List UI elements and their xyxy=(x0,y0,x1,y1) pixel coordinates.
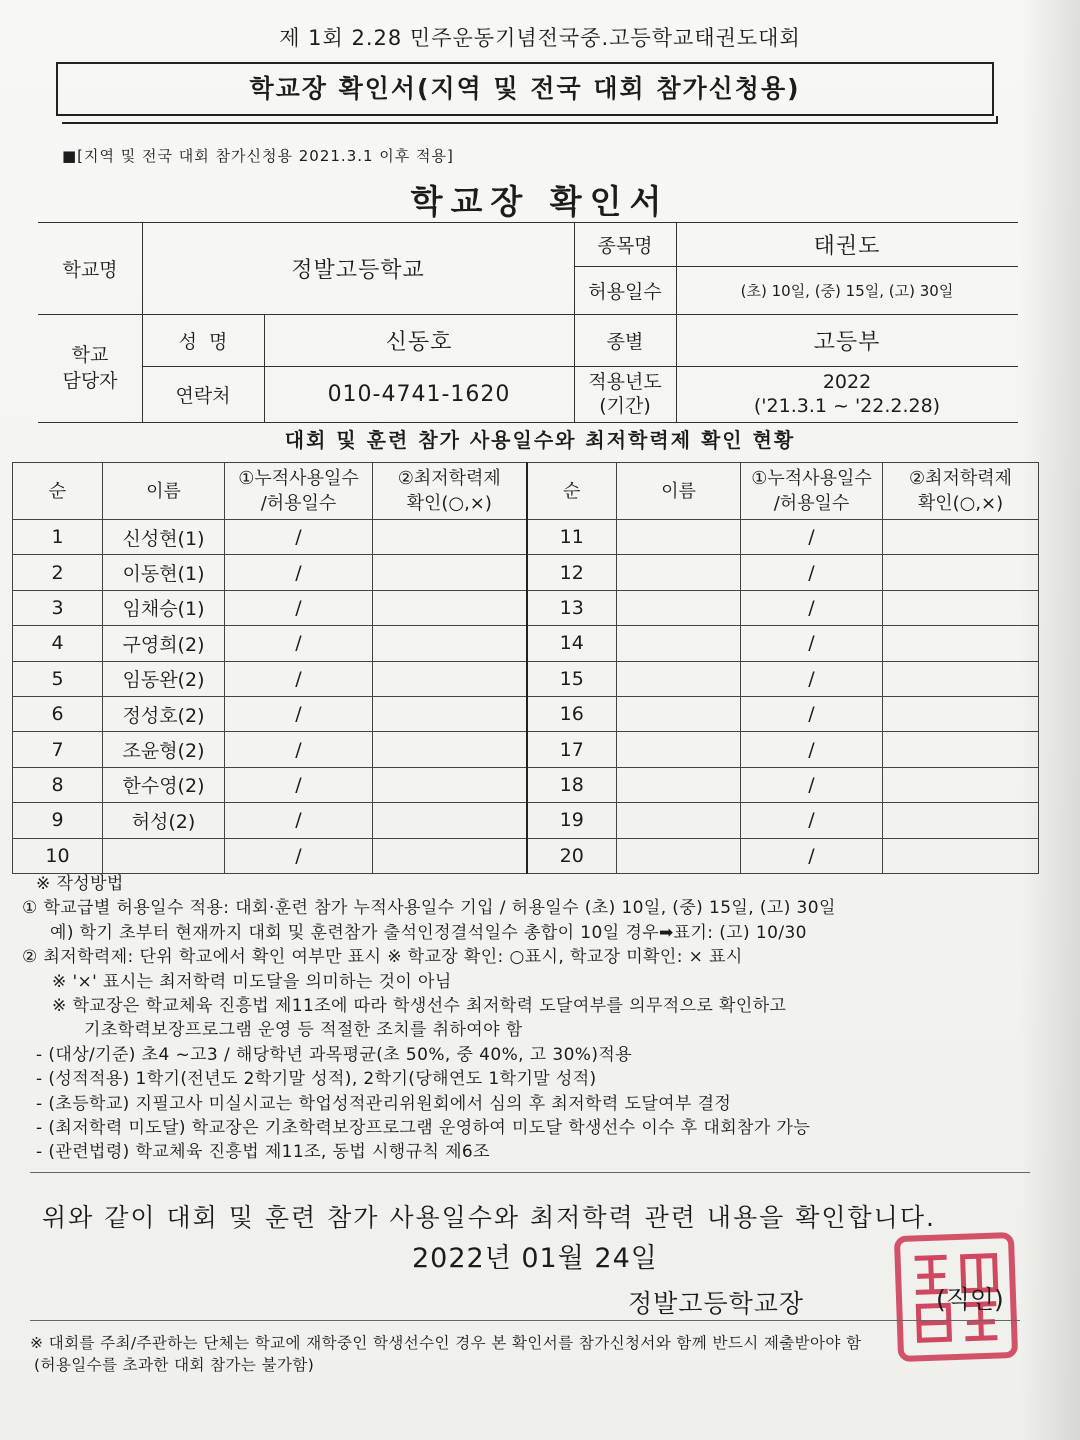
academic-check xyxy=(373,838,527,873)
table-row xyxy=(13,661,1039,696)
cumulative-days: / xyxy=(225,838,373,873)
student-name: 허성(2) xyxy=(103,803,225,838)
row-number-right: 19 xyxy=(527,803,617,838)
student-name: 임채승(1) xyxy=(103,590,225,625)
row-number: 10 xyxy=(13,838,103,873)
student-name: 이동현(1) xyxy=(103,555,225,590)
year-value: 2022 ('21.3.1 ~ '22.2.28) xyxy=(753,371,941,417)
table-row xyxy=(13,767,1039,802)
student-name-right xyxy=(617,661,741,696)
row-number: 3 xyxy=(13,590,103,625)
row-number-right: 16 xyxy=(527,696,617,731)
note-line: - (초등학교) 지필고사 미실시교는 학업성적관리위원회에서 심의 후 최저학력 도달여부 결정 xyxy=(36,1093,732,1114)
cumulative-days: / xyxy=(225,732,373,767)
cumulative-days-right: / xyxy=(741,555,883,590)
name-label: 성 명 xyxy=(178,330,228,353)
academic-check xyxy=(373,732,527,767)
academic-check-right xyxy=(883,838,1039,873)
academic-check-right xyxy=(883,803,1039,838)
student-name: 구영희(2) xyxy=(103,626,225,661)
cumulative-days-right: / xyxy=(741,520,883,555)
cumulative-days-right: / xyxy=(741,732,883,767)
division-label: 종별 xyxy=(606,330,644,353)
cumulative-days: / xyxy=(225,696,373,731)
row-number-right: 13 xyxy=(527,590,617,625)
cumulative-days-right: / xyxy=(741,696,883,731)
student-name-right xyxy=(617,767,741,802)
student-name-right xyxy=(617,696,741,731)
event-title: 제 1회 2.28 민주운동기념전국중.고등학교태권도대회 xyxy=(279,26,801,50)
table-row xyxy=(13,803,1039,838)
school-name-value: 정발고등학교 xyxy=(291,257,425,283)
academic-check xyxy=(373,696,527,731)
note-line: ② 최저학력제: 단위 학교에서 확인 여부만 표시 ※ 학교장 확인: ○표시, 학교장 미확인: × 표시 xyxy=(22,947,743,968)
seal-mark-text: (직인) xyxy=(936,1285,1004,1314)
note-line: 예) 학기 초부터 현재까지 대회 및 훈련참가 출석인정결석일수 총합이 10일 경우➡표기: (고) 10/30 xyxy=(50,922,807,943)
manager-name-value: 신동호 xyxy=(385,329,453,355)
writing-instructions xyxy=(22,872,1042,1165)
row-number: 4 xyxy=(13,626,103,661)
academic-check xyxy=(373,661,527,696)
allowed-days-label: 허용일수 xyxy=(588,280,662,303)
sport-label: 종목명 xyxy=(597,234,653,257)
student-name-right xyxy=(617,838,741,873)
title-box-shadow xyxy=(62,116,998,124)
note-line: - (최저학력 미도달) 학교장은 기초학력보장프로그램 운영하여 미도달 학생선수 이수 후 대회참가 가능 xyxy=(36,1118,811,1139)
cumulative-days-right: / xyxy=(741,626,883,661)
academic-check xyxy=(373,803,527,838)
academic-check-right xyxy=(883,555,1039,590)
student-name: 임동완(2) xyxy=(103,661,225,696)
attendance-header-row xyxy=(13,463,1039,520)
table-row xyxy=(13,732,1039,767)
student-name-right xyxy=(617,590,741,625)
academic-check xyxy=(373,555,527,590)
table-row xyxy=(13,696,1039,731)
table-row xyxy=(13,555,1039,590)
row-number-right: 18 xyxy=(527,767,617,802)
academic-check-right xyxy=(883,590,1039,625)
school-info-table xyxy=(38,222,1018,424)
applicability-note: ■[지역 및 전국 대회 참가신청용 2021.3.1 이후 적용] xyxy=(62,147,454,165)
academic-check-right xyxy=(883,661,1039,696)
cumulative-days: / xyxy=(225,520,373,555)
student-name-right xyxy=(617,803,741,838)
cumulative-days-right: / xyxy=(741,838,883,873)
confirmation-statement: 위와 같이 대회 및 훈련 참가 사용일수와 최저학력 관련 내용을 확인합니다. xyxy=(42,1203,936,1232)
row-number-right: 17 xyxy=(527,732,617,767)
division-value: 고등부 xyxy=(813,329,881,355)
sport-value: 태권도 xyxy=(813,233,881,259)
footnote-line: (허용일수를 초과한 대회 참가는 불가함) xyxy=(34,1356,315,1374)
note-line: ※ 학교장은 학교체육 진흥법 제11조에 따라 학생선수 최저학력 도달여부를 의무적으로 확인하고 xyxy=(52,996,787,1017)
allowed-days-value: (초) 10일, (중) 15일, (고) 30일 xyxy=(740,281,954,300)
student-name-right xyxy=(617,626,741,661)
table-row xyxy=(13,838,1039,873)
footnote-line: ※ 대회를 주최/주관하는 단체는 학교에 재학중인 학생선수인 경우 본 확인서를 참가신청서와 함께 반드시 제출받아야 함 xyxy=(30,1334,862,1352)
row-number-right: 14 xyxy=(527,626,617,661)
row-number-right: 12 xyxy=(527,555,617,590)
academic-check-right xyxy=(883,626,1039,661)
row-number: 8 xyxy=(13,767,103,802)
cumulative-days-right: / xyxy=(741,590,883,625)
attendance-table xyxy=(12,462,1038,866)
main-title: 학교장 확인서 xyxy=(410,182,670,221)
academic-check-right xyxy=(883,767,1039,802)
note-line: - (관련법령) 학교체육 진흥법 제11조, 동법 시행규칙 제6조 xyxy=(36,1142,490,1163)
divider xyxy=(30,1320,1020,1321)
cumulative-days: / xyxy=(225,626,373,661)
note-line: ※ '×' 표시는 최저학력 미도달을 의미하는 것이 아님 xyxy=(52,971,452,992)
academic-check-right xyxy=(883,696,1039,731)
row-number: 7 xyxy=(13,732,103,767)
student-name: 조윤형(2) xyxy=(103,732,225,767)
contact-label: 연락처 xyxy=(175,384,231,407)
academic-check-right xyxy=(883,732,1039,767)
cumulative-days: / xyxy=(225,803,373,838)
academic-check xyxy=(373,590,527,625)
col-header-name-right: 이름 xyxy=(617,463,741,520)
form-title-box: 학교장 확인서(지역 및 전국 대회 참가신청용) xyxy=(56,62,994,116)
student-name-right xyxy=(617,520,741,555)
table-row xyxy=(13,626,1039,661)
row-number: 5 xyxy=(13,661,103,696)
col-header-num-right: 순 xyxy=(527,463,617,520)
row-number-right: 20 xyxy=(527,838,617,873)
school-name-label: 학교명 xyxy=(62,258,118,281)
cumulative-days-right: / xyxy=(741,803,883,838)
table-row xyxy=(13,590,1039,625)
table-row xyxy=(13,520,1039,555)
col-header-min-academic-right: ②최저학력제 확인(○,×) xyxy=(883,463,1039,520)
divider xyxy=(30,1172,1030,1173)
student-name: 신성현(1) xyxy=(103,520,225,555)
principal-title: 정발고등학교장 xyxy=(628,1289,805,1318)
cumulative-days: / xyxy=(225,555,373,590)
col-header-days: ①누적사용일수 /허용일수 xyxy=(225,463,373,520)
note-line: - (성적적용) 1학기(전년도 2학기말 성적), 2학기(당해연도 1학기말 성적) xyxy=(36,1069,597,1090)
row-number: 2 xyxy=(13,555,103,590)
col-header-num: 순 xyxy=(13,463,103,520)
student-name: 한수영(2) xyxy=(103,767,225,802)
manager-label: 학교 담당자 xyxy=(62,344,118,392)
academic-check xyxy=(373,767,527,802)
notes-heading: ※ 작성방법 xyxy=(36,874,124,894)
academic-check xyxy=(373,520,527,555)
cumulative-days-right: / xyxy=(741,767,883,802)
student-name: 정성호(2) xyxy=(103,696,225,731)
cumulative-days: / xyxy=(225,767,373,802)
attendance-section-title: 대회 및 훈련 참가 사용일수와 최저학력제 확인 현황 xyxy=(284,428,796,452)
student-name-right xyxy=(617,732,741,767)
row-number-right: 15 xyxy=(527,661,617,696)
year-label: 적용년도 (기간) xyxy=(588,371,662,417)
contact-value: 010-4741-1620 xyxy=(327,381,511,407)
signature-date: 2022년 01월 24일 xyxy=(412,1243,658,1274)
note-line: ① 학교급별 허용일수 적용: 대회·훈련 참가 누적사용일수 기입 / 허용일수 (초) 10일, (중) 15일, (고) 30일 xyxy=(22,898,836,919)
student-name xyxy=(103,838,225,873)
col-header-min-academic: ②최저학력제 확인(○,×) xyxy=(373,463,527,520)
cumulative-days: / xyxy=(225,661,373,696)
row-number: 9 xyxy=(13,803,103,838)
academic-check-right xyxy=(883,520,1039,555)
col-header-days-right: ①누적사용일수 /허용일수 xyxy=(741,463,883,520)
student-name-right xyxy=(617,555,741,590)
note-line: - (대상/기준) 초4 ~고3 / 해당학년 과목평균(초 50%, 중 40%, 고 30%)적용 xyxy=(36,1044,633,1065)
cumulative-days: / xyxy=(225,590,373,625)
row-number-right: 11 xyxy=(527,520,617,555)
note-line: 기초학력보장프로그램 운영 등 적절한 조치를 취하여야 함 xyxy=(84,1020,523,1041)
col-header-name: 이름 xyxy=(103,463,225,520)
academic-check xyxy=(373,626,527,661)
footnote xyxy=(30,1332,862,1376)
row-number: 1 xyxy=(13,520,103,555)
cumulative-days-right: / xyxy=(741,661,883,696)
row-number: 6 xyxy=(13,696,103,731)
